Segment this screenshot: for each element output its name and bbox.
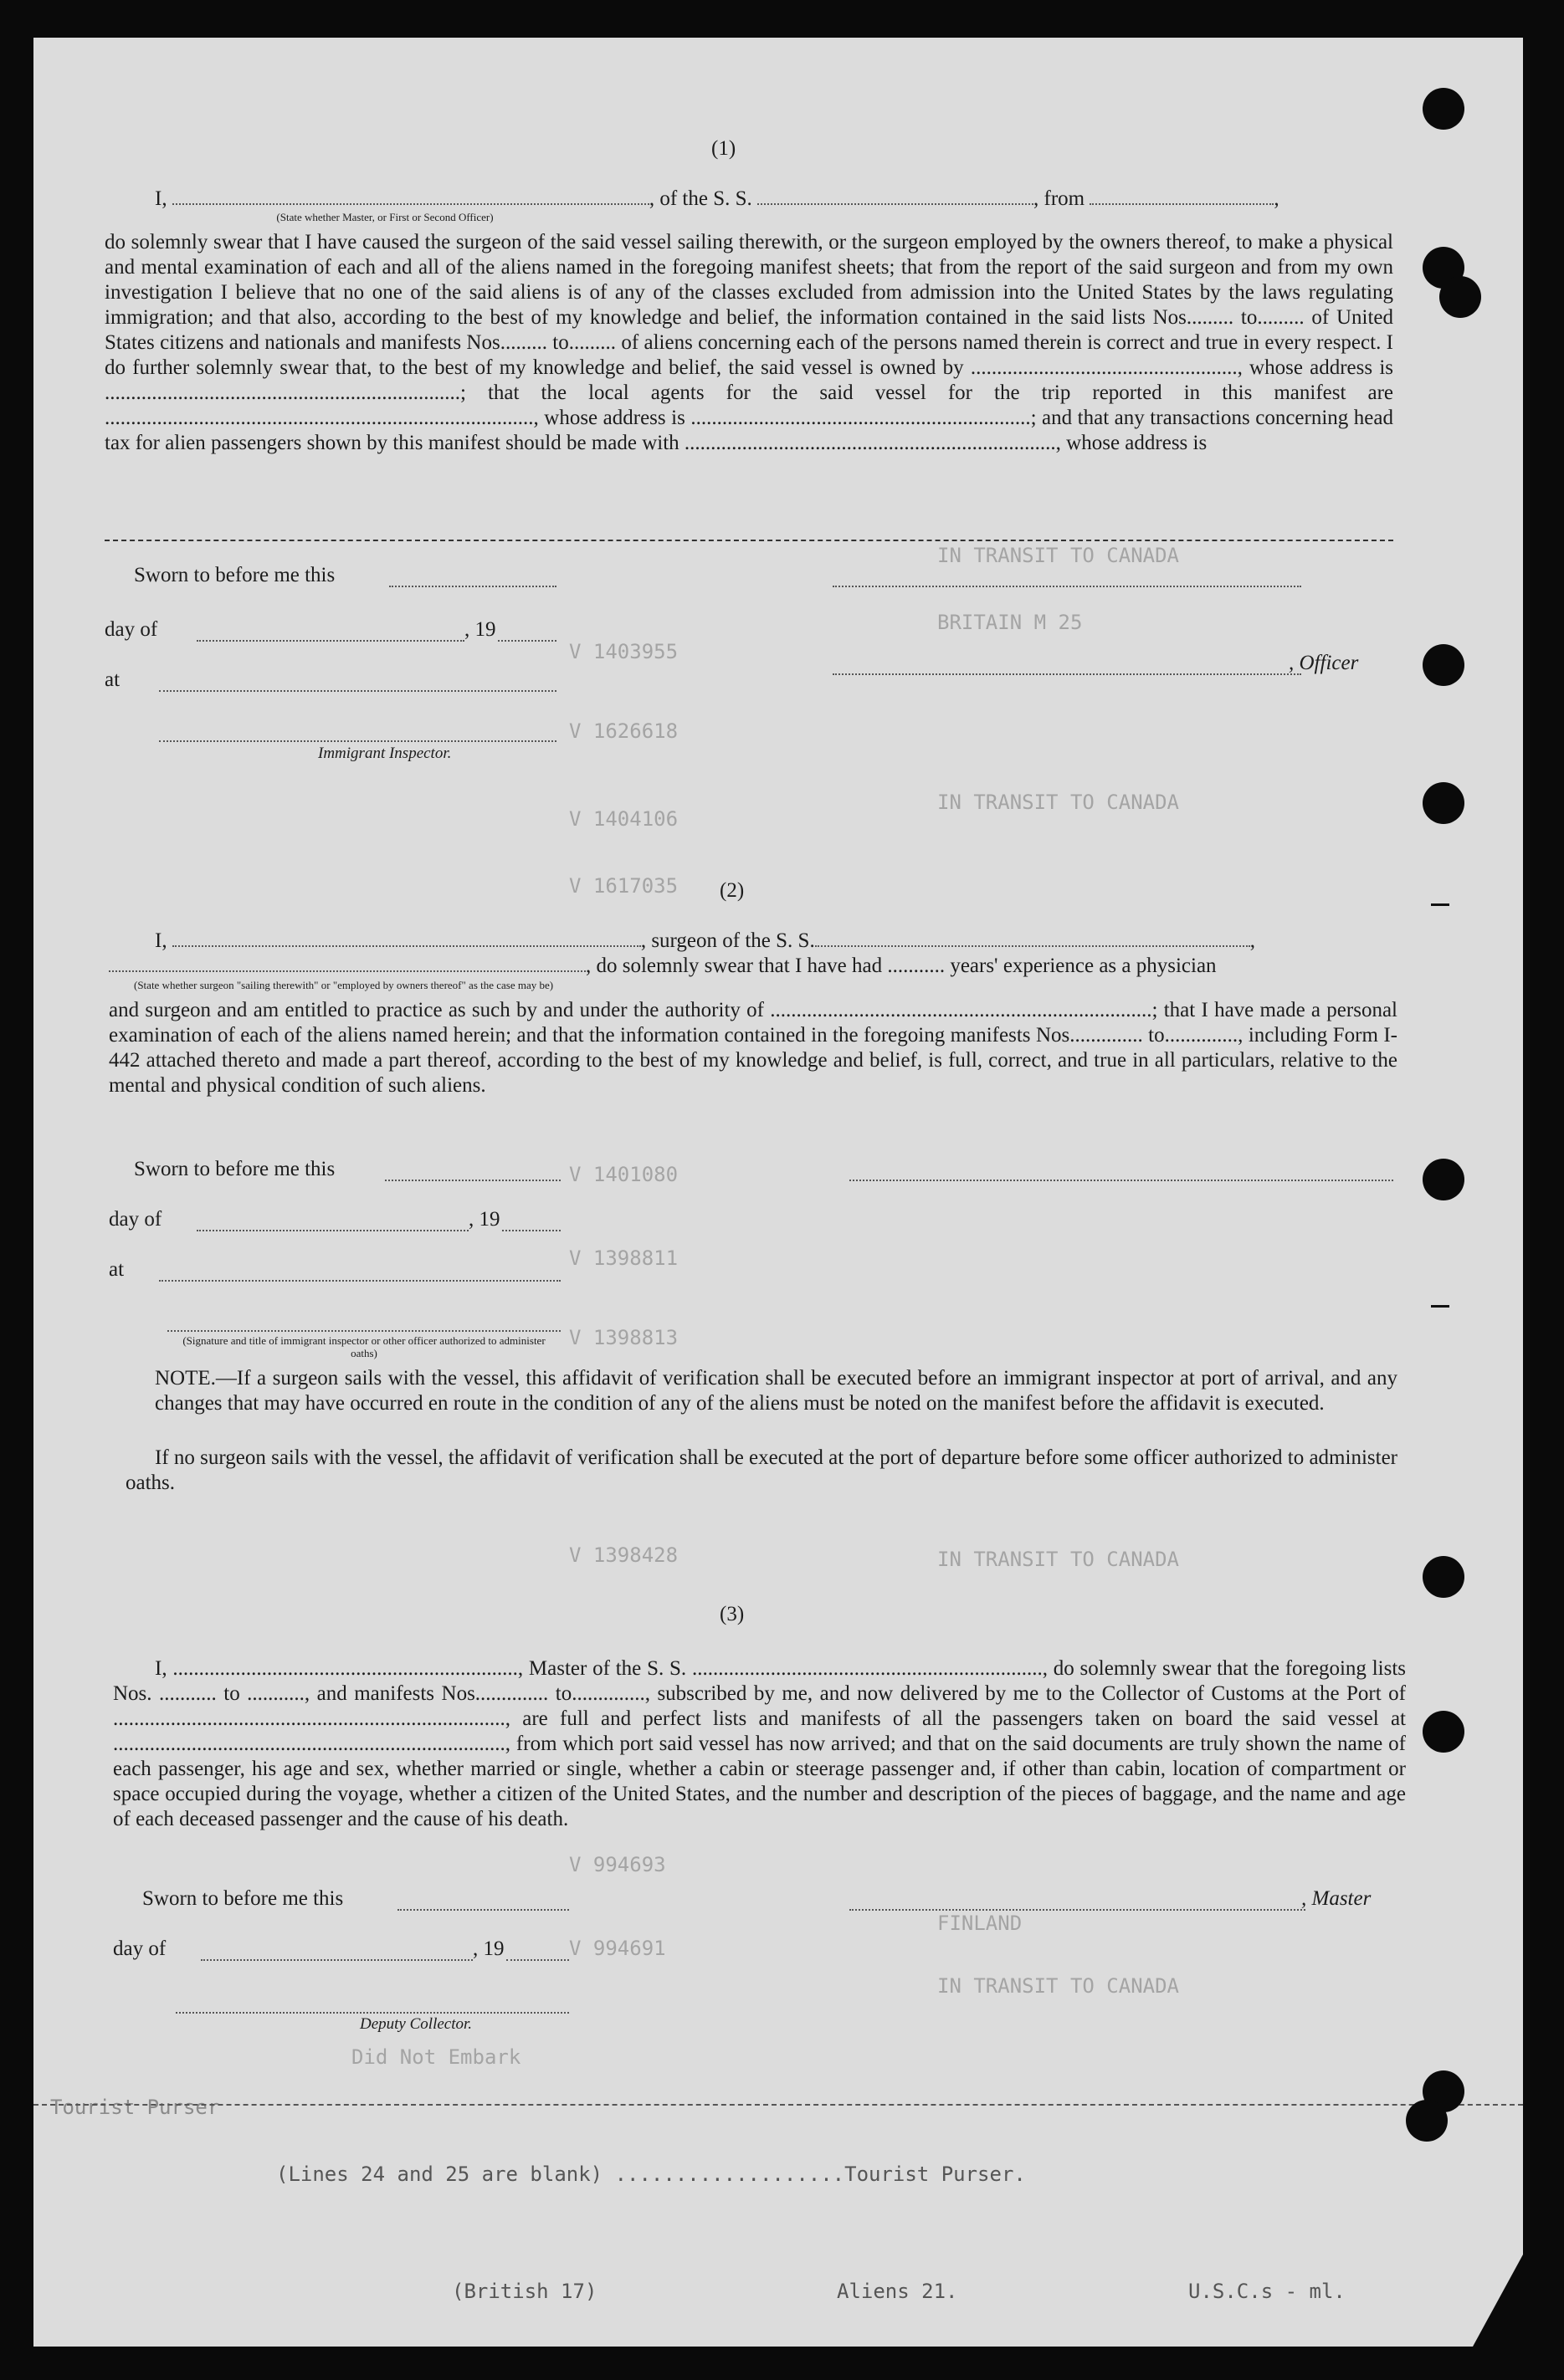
year-field[interactable] xyxy=(502,1230,561,1231)
manifest-page xyxy=(33,38,1523,2347)
note2-paragraph: If no surgeon sails with the vessel, the affidavit of verification shall be executed at the port of departure before some officer authorized to administer oaths. xyxy=(126,1446,1397,1494)
port-from-field[interactable] xyxy=(1090,203,1274,205)
sworn-date-field[interactable] xyxy=(397,1909,569,1911)
bleed-text: V 1404106 xyxy=(569,807,679,831)
bleed-text: V 1617035 xyxy=(569,874,679,898)
field-caption: (State whether surgeon "sailing therewith" or "employed by owners thereof" as the case may be) xyxy=(134,979,554,991)
bleed-text: V 994693 xyxy=(569,1853,666,1876)
officer-label: , Officer xyxy=(1289,652,1359,674)
sworn-date-field[interactable] xyxy=(389,586,556,587)
day-field[interactable] xyxy=(197,1230,469,1231)
surgeon-name-field[interactable] xyxy=(172,945,641,947)
bleed-text: V 1398811 xyxy=(569,1246,679,1270)
bleed-text: FINLAND xyxy=(937,1912,1023,1935)
bleed-text: V 1626618 xyxy=(569,719,679,743)
bleed-text: V 1398813 xyxy=(569,1326,679,1349)
year-field[interactable] xyxy=(498,640,556,642)
section-2-number: (2) xyxy=(720,879,745,902)
vessel-name-field[interactable] xyxy=(815,945,1250,947)
bleed-text: IN TRANSIT TO CANADA xyxy=(937,1974,1179,1998)
sworn-label: Sworn to before me this xyxy=(134,1158,336,1180)
divider xyxy=(105,540,1393,541)
bleed-text: IN TRANSIT TO CANADA xyxy=(937,544,1179,567)
note-label: NOTE. xyxy=(155,1367,216,1390)
bleed-text: Aliens 21. xyxy=(837,2280,958,2303)
section-1-number: (1) xyxy=(711,137,736,160)
section-2-header-line: I, , surgeon of the S. S. , xyxy=(155,929,1255,952)
bleed-text: Did Not Embark xyxy=(351,2045,521,2069)
day-of-label: day of xyxy=(105,618,158,641)
section-1-oath-text: do solemnly swear that I have caused the surgeon of the said vessel sailing therewith, or the surgeon employed by the owners thereof, to make a physical and mental examination of each and all of the aliens named in the foregoing manifest sheets; that from the report of the said surgeon and from my own investigation I believe that no one of the said aliens is of any of the classes excluded from admission into the United States by the laws regulating immigration; and that also, according to the best of my knowledge and belief, the information contained in the said lists Nos......... to......... of United States citizens and nationals and manifests Nos......... to......... of aliens concerning each of the persons named therein is correct and true in every respect. I do further solemnly swear that, to the best of my knowledge and belief, the said vessel is owned by ..................................................., whose address is ....................................................................; that the local agents for the said vessel for the trip reported in this manifest are .................................................................................., whose address is .................................................................; and that any transactions concerning head tax for alien passengers shown by this manifest should be made with ......................................................................., whose address is xyxy=(105,231,1393,454)
officer-signature-field[interactable] xyxy=(833,586,1301,587)
at-place-field[interactable] xyxy=(159,690,556,692)
header-text: , from xyxy=(1033,187,1090,210)
surgeon-status-field[interactable] xyxy=(109,970,586,972)
header-text: , do solemnly swear that I have had ........... years' experience as a physician xyxy=(586,955,1217,977)
sworn-label: Sworn to before me this xyxy=(134,564,336,586)
header-text: , surgeon of the S. S. xyxy=(640,929,815,952)
binder-hole xyxy=(1423,1711,1464,1753)
collector-signature-field[interactable] xyxy=(176,2012,569,2014)
bleed-text: V 1398428 xyxy=(569,1543,679,1567)
day-of-label: day of xyxy=(113,1937,167,1960)
officer-name-field[interactable] xyxy=(172,203,649,205)
at-place-field[interactable] xyxy=(159,1280,561,1282)
day-of-label: day of xyxy=(109,1208,162,1231)
margin-mark xyxy=(1431,903,1449,906)
binder-hole xyxy=(1439,276,1481,318)
inspector-signature-field[interactable] xyxy=(159,740,556,742)
bleed-text: (Lines 24 and 25 are blank) ...................Tourist Purser. xyxy=(276,2162,1026,2186)
vessel-name-field[interactable] xyxy=(757,203,1033,205)
sworn-label: Sworn to before me this xyxy=(142,1887,344,1910)
bleed-text: V 1403955 xyxy=(569,640,679,663)
binder-hole xyxy=(1423,1556,1464,1598)
inspector-signature-field[interactable] xyxy=(167,1330,561,1332)
bleed-text: IN TRANSIT TO CANADA xyxy=(937,1548,1179,1571)
bleed-text: U.S.C.s - ml. xyxy=(1188,2280,1346,2303)
binder-hole xyxy=(1423,782,1464,824)
divider xyxy=(33,2104,1523,2106)
header-text: I, xyxy=(155,187,172,210)
year-label: , 19 xyxy=(464,618,496,641)
note-paragraph xyxy=(155,1366,1397,1416)
surgeon-signature-field[interactable] xyxy=(849,1180,1393,1181)
section-2-oath-text: and surgeon and am entitled to practice as such by and under the authority of .........................................................................; that I have made a personal examination of each of the aliens named herein; and that the information contained in the foregoing manifests Nos.............. to.............., including Form I-442 attached thereto and made a part thereof, according to the best of my knowledge and belief, is full, correct, and true in all particulars, relative to the mental and physical condition of such aliens. xyxy=(109,999,1397,1097)
binder-hole xyxy=(1423,1159,1464,1200)
officer-signature-field[interactable] xyxy=(833,673,1301,675)
year-field[interactable] xyxy=(506,1959,569,1961)
section-2-second-line xyxy=(109,954,1397,979)
binder-hole xyxy=(1423,88,1464,130)
year-label: , 19 xyxy=(469,1208,500,1231)
collector-label: Deputy Collector. xyxy=(360,2015,473,2033)
day-field[interactable] xyxy=(197,640,464,642)
section-3-number: (3) xyxy=(720,1603,745,1625)
signature-caption: (Signature and title of immigrant inspector or other officer authorized to administer oaths) xyxy=(182,1334,546,1359)
field-caption: (State whether Master, or First or Second Officer) xyxy=(276,211,494,223)
master-signature-field[interactable] xyxy=(849,1909,1305,1911)
bleed-text: Tourist Purser xyxy=(50,2096,220,2119)
master-label: , Master xyxy=(1301,1887,1372,1910)
note-text: —If a surgeon sails with the vessel, this affidavit of verification shall be executed before an immigrant inspector at port of arrival, and any changes that may have occurred en route in the condition of any of the aliens must be noted on the manifest before the affidavit is executed. xyxy=(155,1367,1397,1415)
header-text: , of the S. S. xyxy=(649,187,758,210)
bleed-text: V 994691 xyxy=(569,1937,666,1960)
section-1-header-line xyxy=(155,187,1393,212)
inspector-label: Immigrant Inspector. xyxy=(318,745,452,762)
bleed-text: IN TRANSIT TO CANADA xyxy=(937,791,1179,814)
header-text: , xyxy=(1274,187,1279,210)
binder-hole xyxy=(1423,644,1464,686)
day-field[interactable] xyxy=(201,1959,473,1961)
bleed-text: V 1401080 xyxy=(569,1163,679,1186)
bleed-text: (British 17) xyxy=(452,2280,597,2303)
header-text: I, xyxy=(155,929,172,952)
sworn-date-field[interactable] xyxy=(385,1180,561,1181)
at-label: at xyxy=(105,668,121,691)
bleed-text: BRITAIN M 25 xyxy=(937,611,1083,634)
section-3-oath-text: I, .................................................................., Master of the S. S. ..................................................................., do solemnly swear that the foregoing lists Nos. ........... to ..........., and manifests Nos.............. to.............., subscribed by me, and now delivered by me to the Collector of Customs at the Port of ..........................................................................., are full and perfect lists and manifests of all the passengers taken on board the said vessel at ..........................................................................., from which port said vessel has now arrived; and that on the said documents are truly shown the name of each passenger, his age and sex, whether married or single, whether a cabin or steerage passenger and, if other than cabin, location of compartment or space occupied during the voyage, whether a citizen of the United States, and the number and description of the pieces of baggage, and the name and age of each deceased passenger and the cause of his death. xyxy=(113,1657,1406,1830)
margin-mark xyxy=(1431,1305,1449,1308)
year-label: , 19 xyxy=(473,1937,505,1960)
binder-hole xyxy=(1406,2100,1448,2142)
torn-corner xyxy=(1473,2255,1523,2347)
at-label: at xyxy=(109,1258,125,1281)
